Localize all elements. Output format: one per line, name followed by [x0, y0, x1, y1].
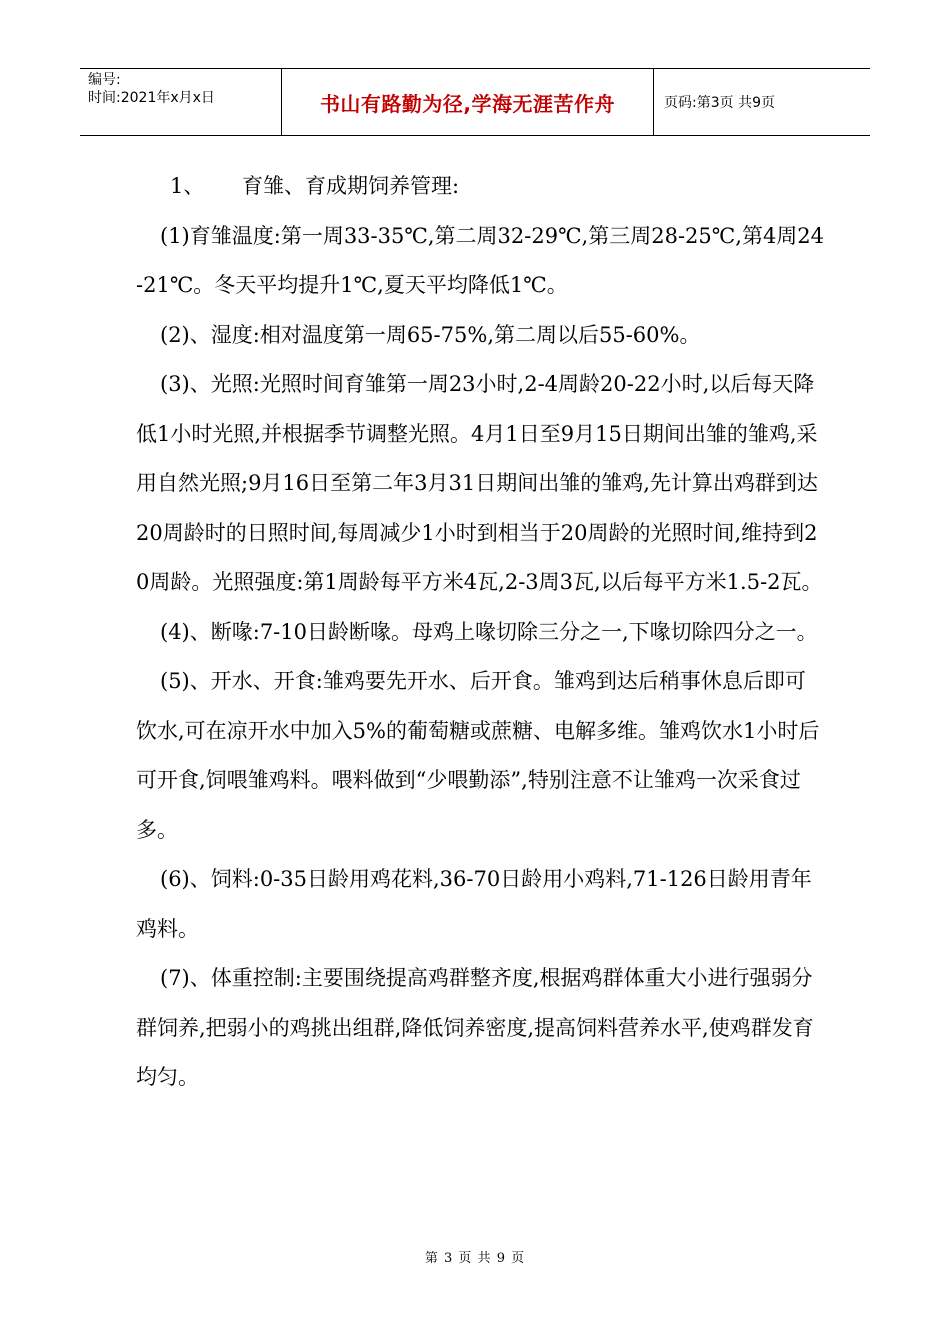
header-motto: 书山有路勤为径,学海无涯苦作舟 — [319, 91, 616, 116]
document-date: 时间:2021年x月x日 — [88, 90, 215, 106]
section-title: 育雏、育成期饲养管理: — [242, 174, 460, 198]
page-footer: 第 3 页 共 9 页 — [424, 1251, 526, 1266]
paragraph-temperature: (1)育雏温度:第一周33-35℃,第二周32-29℃,第三周28-25℃,第4周24-21℃。冬天平均提升1℃,夏天平均降低1℃。 — [136, 223, 825, 297]
header-meta — [80, 69, 282, 135]
header-page-info-cell — [654, 69, 870, 135]
section-heading — [136, 162, 826, 212]
paragraph-weight-control: (7)、体重控制:主要围绕提高鸡群整齐度,根据鸡群体重大小进行强弱分群饲养,把弱小的鸡挑出组群,降低饲养密度,提高饲料营养水平,使鸡群发育均匀。 — [136, 966, 814, 1089]
document-number-label: 编号: — [88, 72, 121, 88]
paragraph-beak-trimming: (4)、断喙:7-10日龄断喙。母鸡上喙切除三分之一,下喙切除四分之一。 — [160, 619, 818, 644]
header-page-info: 页码:第3页 共9页 — [664, 95, 775, 111]
paragraph-lighting: (3)、光照:光照时间育雏第一周23小时,2-4周龄20-22小时,以后每天降低1小时光照,并根据季节调整光照。4月1日至9月15日期间出雏的雏鸡,采用自然光照;9月16日至第二年3月31日期间出雏的雏鸡,先计算出鸡群到达20周龄时的日照时间,每周减少1小时到相当于20周龄的光照时间,维持到20周龄。光照强度:第1周龄每平方米4瓦,2-3周3瓦,以后每平方米1.5-2瓦。 — [136, 372, 823, 594]
header-motto-cell — [282, 69, 654, 135]
section-number: 1、 — [170, 174, 205, 198]
paragraph-water-feeding: (5)、开水、开食:雏鸡要先开水、后开食。雏鸡到达后稍事休息后即可饮水,可在凉开水中加入5%的葡萄糖或蔗糖、电解多维。雏鸡饮水1小时后可开食,饲喂雏鸡料。喂料做到“少喂勤添”,特别注意不让雏鸡一次采食过多。 — [136, 669, 820, 842]
paragraph-feed: (6)、饲料:0-35日龄用鸡花料,36-70日龄用小鸡料,71-126日龄用青年鸡料。 — [136, 867, 812, 941]
document-body — [136, 162, 826, 1103]
paragraph-humidity: (2)、湿度:相对温度第一周65-75%,第二周以后55-60%。 — [160, 322, 701, 347]
page-header — [80, 68, 870, 136]
